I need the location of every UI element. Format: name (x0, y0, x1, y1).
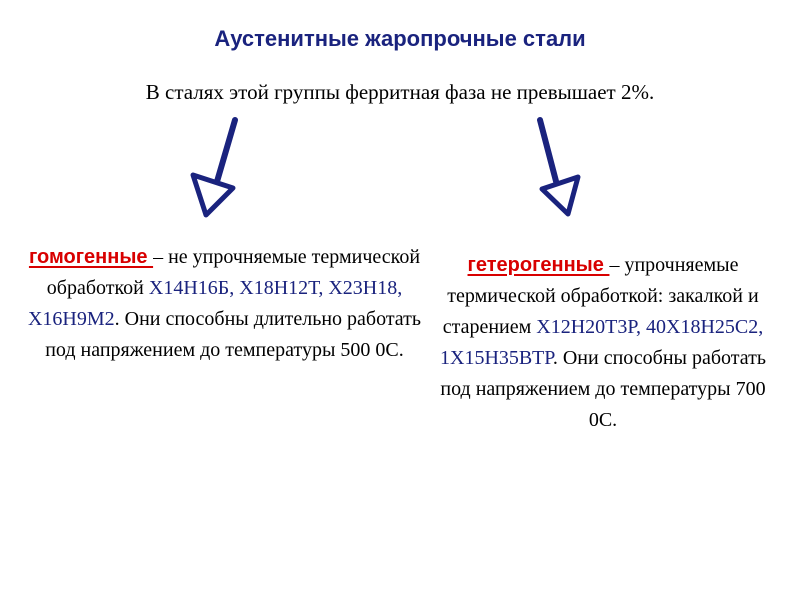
heterogeneous-term: гетерогенные (467, 254, 610, 276)
homogeneous-definition: – не упрочняемые термической обработкой (46, 246, 421, 299)
slide-subtitle: В сталях этой группы ферритная фаза не превышает 2%. (145, 80, 655, 104)
heterogeneous-definition: – упрочняемые термической обработкой: закалкой и старением (442, 254, 759, 338)
homogeneous-steels-block (22, 242, 427, 366)
arrow-down-left-icon (193, 120, 235, 215)
homogeneous-grades: Х14Н16Б, Х18Н12Т, Х23Н18, Х16Н9М2 (27, 277, 403, 330)
arrow-down-right-icon (540, 120, 578, 214)
slide-title: Аустенитные жаропрочные стали (214, 26, 586, 51)
heterogeneous-steels-block (428, 250, 778, 436)
heterogeneous-grades: Х12Н20Т3Р, 40Х18Н25С2, 1Х15Н35ВТР (440, 316, 764, 369)
heterogeneous-description: . Они способны работать под напряжением до температуры 700 0С. (440, 347, 766, 431)
homogeneous-term: гомогенные (28, 246, 154, 268)
homogeneous-description: . Они способны длительно работать под напряжением до температуры 500 0С. (45, 308, 422, 361)
